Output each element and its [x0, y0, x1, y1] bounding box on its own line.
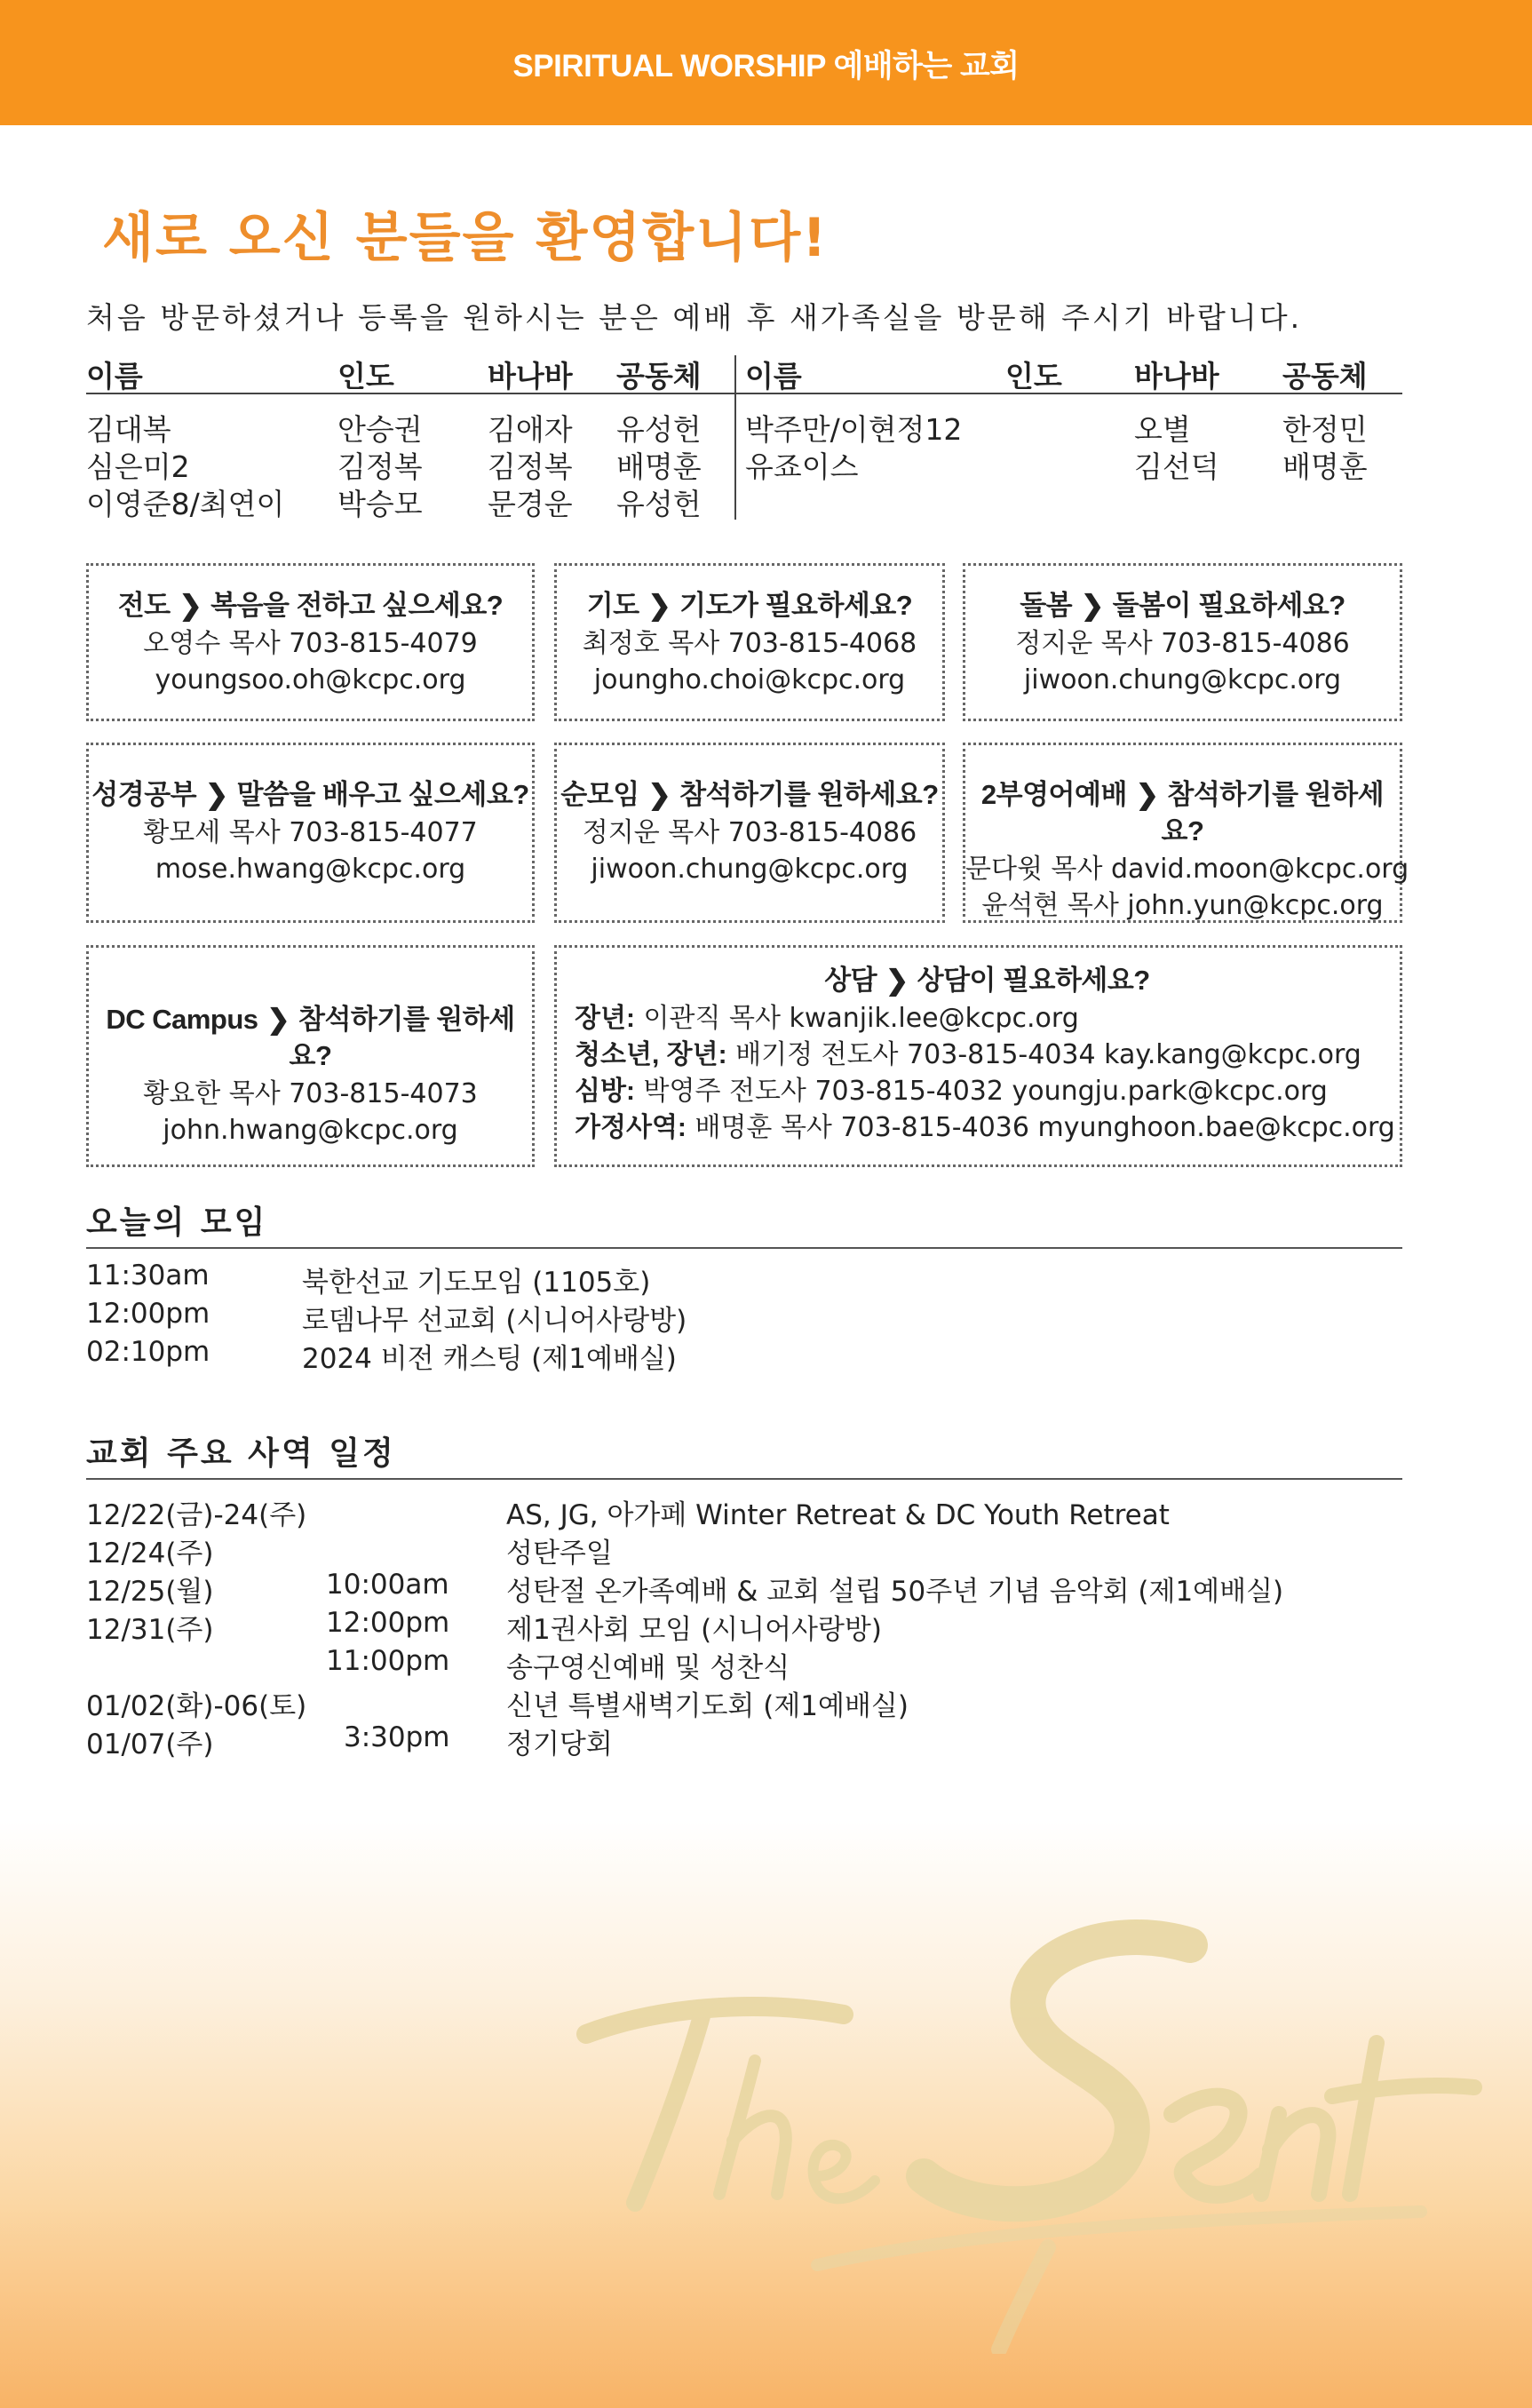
box-category: 상담: [824, 965, 877, 996]
box-title: [557, 776, 942, 813]
welcome-intro: 처음 방문하셨거나 등록을 원하시는 분은 예배 후 새가족실을 방문해 주시기 바랍니다.: [86, 300, 1303, 335]
box-question: 상담이 필요하세요?: [917, 965, 1150, 996]
counsel-line: [575, 1037, 1400, 1073]
box-title: [89, 587, 532, 624]
newcomer-barnabas: 김애자: [488, 412, 573, 447]
newcomer-community: 유성헌: [616, 412, 702, 447]
box-question: 말씀을 배우고 싶으세요?: [236, 779, 529, 810]
header-barnabas: 바나바: [488, 359, 573, 393]
newcomer-barnabas: 김정복: [488, 449, 573, 484]
newcomer-barnabas: 김선덕: [1134, 449, 1219, 484]
box-title: [575, 962, 1400, 998]
newcomer-guide: 박승모: [337, 487, 423, 521]
counsel-label: 가정사역:: [575, 1113, 687, 1142]
the-sent-watermark-logo: [551, 1910, 1492, 2354]
schedule-event: 성탄절 온가족예배 & 교회 설립 50주년 기념 음악회 (제1예배실): [506, 1576, 1284, 1608]
today-divider: [86, 1247, 1402, 1249]
schedule-date: 01/07(주): [86, 1729, 214, 1760]
newcomer-community: 한정민: [1282, 412, 1368, 447]
counsel-label: 청소년, 장년:: [575, 1040, 727, 1069]
schedule-date: 12/31(주): [86, 1614, 214, 1646]
schedule-date: 12/24(주): [86, 1538, 214, 1570]
box-contact-line: 윤석현 목사 john.yun@kcpc.org: [981, 890, 1384, 921]
box-title: [89, 776, 532, 813]
newcomer-guide: 안승권: [337, 412, 423, 447]
box-question: 기도가 필요하세요?: [679, 590, 913, 621]
newcomer-table-divider: [734, 355, 736, 520]
schedule-event: 신년 특별새벽기도회 (제1예배실): [506, 1690, 909, 1722]
counsel-line: [575, 1000, 1400, 1037]
bible-study-box: [86, 743, 535, 923]
chevron-right-icon: ❯: [1135, 779, 1159, 810]
dc-campus-box: [86, 945, 535, 1167]
prayer-box: [554, 563, 945, 721]
chevron-right-icon: ❯: [647, 779, 671, 810]
today-event: 2024 비전 캐스팅 (제1예배실): [302, 1343, 677, 1375]
header-name: 이름: [745, 359, 802, 393]
newcomer-name: 김대복: [86, 412, 171, 447]
newcomer-name: 심은미2: [86, 449, 190, 484]
newcomer-community: 유성헌: [616, 487, 702, 521]
header-community: 공동체: [1282, 359, 1368, 393]
box-email: joungho.choi@kcpc.org: [593, 664, 906, 695]
schedule-event: 제1권사회 모임 (시니어사랑방): [506, 1614, 882, 1646]
counseling-box: [554, 945, 1402, 1167]
schedule-time: 11:00pm: [326, 1645, 450, 1677]
header-name: 이름: [86, 359, 143, 393]
box-email: jiwoon.chung@kcpc.org: [1023, 664, 1342, 695]
box-contact-line: 최정호 목사 703-815-4068: [582, 628, 917, 659]
cell-group-box: [554, 743, 945, 923]
chevron-right-icon: ❯: [885, 965, 909, 996]
box-question: 돌봄이 필요하세요?: [1112, 590, 1345, 621]
newcomer-table-header-right: [736, 346, 1402, 394]
box-category: 2부영어예배: [980, 779, 1127, 810]
welcome-title: 새로 오신 분들을 환영합니다!: [102, 207, 829, 269]
chevron-right-icon: ❯: [205, 779, 228, 810]
newcomer-table-header-left: [86, 346, 734, 394]
box-question: 참석하기를 원하세요?: [1161, 779, 1385, 846]
schedule-event: 송구영신예배 및 성찬식: [506, 1652, 790, 1684]
header-guide: 인도: [1005, 359, 1062, 393]
box-question: 참석하기를 원하세요?: [679, 779, 939, 810]
box-contact-line: 정지운 목사 703-815-4086: [1015, 628, 1350, 659]
newcomer-barnabas: 오별: [1134, 412, 1191, 447]
box-category: 돌봄: [1020, 590, 1073, 621]
schedule-date: 01/02(화)-06(토): [86, 1690, 307, 1722]
schedule-title: 교회 주요 사역 일정: [86, 1435, 396, 1472]
counsel-label: 심방:: [575, 1077, 635, 1106]
counsel-text: 배명훈 목사 703-815-4036 myunghoon.bae@kcpc.org: [695, 1112, 1395, 1143]
box-title: [557, 587, 942, 624]
schedule-time: 3:30pm: [344, 1721, 450, 1753]
counsel-label: 장년:: [575, 1004, 635, 1033]
counsel-line: [575, 1109, 1400, 1146]
box-category: 기도: [586, 590, 639, 621]
evangelism-box: [86, 563, 535, 721]
header-barnabas: 바나바: [1134, 359, 1219, 393]
schedule-event: AS, JG, 아가페 Winter Retreat & DC Youth Retreat: [506, 1499, 1170, 1531]
counsel-text: 박영주 전도사 703-815-4032 youngju.park@kcpc.org: [643, 1076, 1328, 1107]
header-bar: [0, 0, 1532, 125]
today-title: 오늘의 모임: [86, 1204, 268, 1241]
box-title: [965, 587, 1400, 624]
newcomer-community: 배명훈: [1282, 449, 1368, 484]
today-event: 로뎀나무 선교회 (시니어사랑방): [302, 1305, 687, 1337]
counsel-text: 배기정 전도사 703-815-4034 kay.kang@kcpc.org: [735, 1039, 1361, 1070]
box-contact-line: 오영수 목사 703-815-4079: [143, 628, 478, 659]
chevron-right-icon: ❯: [179, 590, 202, 621]
schedule-divider: [86, 1478, 1402, 1480]
newcomer-name: 이영준8/최연이: [86, 487, 285, 521]
today-time: 11:30am: [86, 1260, 210, 1291]
care-box: [963, 563, 1402, 721]
schedule-time: 12:00pm: [326, 1607, 450, 1639]
box-question: 참석하기를 원하세요?: [289, 1004, 515, 1071]
box-email: youngsoo.oh@kcpc.org: [155, 664, 466, 695]
box-question: 복음을 전하고 싶으세요?: [210, 590, 504, 621]
box-category: DC Campus: [106, 1004, 258, 1035]
today-time: 12:00pm: [86, 1298, 210, 1330]
schedule-date: 12/22(금)-24(주): [86, 1499, 307, 1531]
newcomer-name: 유죠이스: [745, 449, 859, 484]
counsel-text: 이관직 목사 kwanjik.lee@kcpc.org: [643, 1003, 1079, 1034]
header-title: SPIRITUAL WORSHIP 예배하는 교회: [512, 49, 1020, 83]
counsel-line: [575, 1073, 1400, 1109]
box-email: john.hwang@kcpc.org: [163, 1115, 458, 1146]
schedule-time: 10:00am: [326, 1569, 449, 1601]
chevron-right-icon: ❯: [266, 1004, 290, 1035]
newcomer-guide: 김정복: [337, 449, 423, 484]
newcomer-barnabas: 문경운: [488, 487, 573, 521]
header-community: 공동체: [616, 359, 702, 393]
header-guide: 인도: [337, 359, 394, 393]
box-category: 순모임: [560, 779, 639, 810]
newcomer-name: 박주만/이현정12: [745, 412, 963, 447]
box-email: mose.hwang@kcpc.org: [155, 854, 466, 885]
box-contact-line: 황요한 목사 703-815-4073: [143, 1078, 478, 1109]
box-title: [89, 1001, 532, 1074]
schedule-event: 정기당회: [506, 1729, 613, 1760]
today-event: 북한선교 기도모임 (1105호): [302, 1267, 651, 1299]
box-title: [965, 776, 1400, 849]
chevron-right-icon: ❯: [647, 590, 671, 621]
box-category: 전도: [117, 590, 171, 621]
newcomer-community: 배명훈: [616, 449, 702, 484]
english-service-box: [963, 743, 1409, 923]
schedule-event: 성탄주일: [506, 1538, 613, 1570]
box-contact-line: 문다윗 목사 david.moon@kcpc.org: [965, 854, 1409, 885]
box-contact-line: 황모세 목사 703-815-4077: [143, 817, 478, 848]
box-email: jiwoon.chung@kcpc.org: [591, 854, 909, 885]
schedule-date: 12/25(월): [86, 1576, 214, 1608]
chevron-right-icon: ❯: [1081, 590, 1104, 621]
box-category: 성경공부: [91, 779, 197, 810]
box-contact-line: 정지운 목사 703-815-4086: [582, 817, 917, 848]
today-time: 02:10pm: [86, 1336, 210, 1368]
